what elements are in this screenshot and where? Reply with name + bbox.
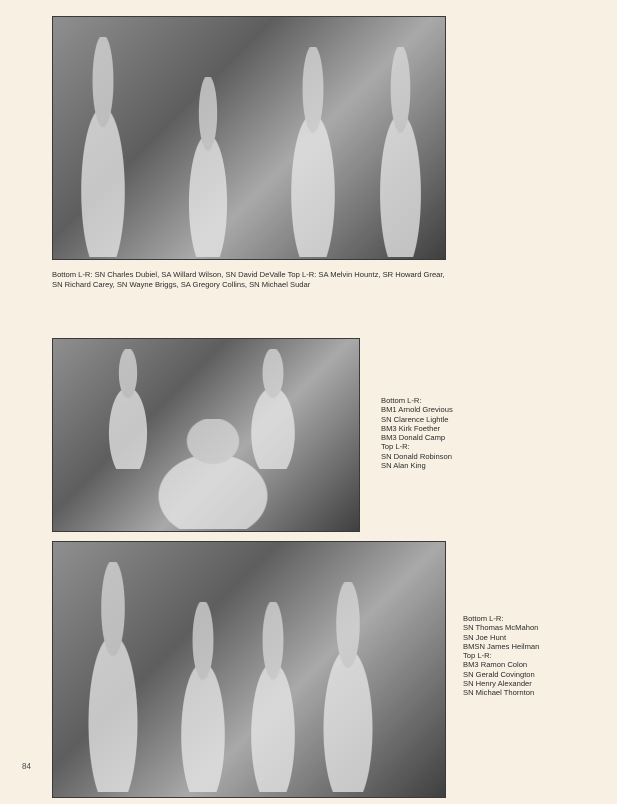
caption-line: SN Alan King xyxy=(381,461,426,471)
top-photo-caption xyxy=(52,270,452,289)
caption-line: BM3 Kirk Foether xyxy=(381,423,441,433)
caption-line: SN Michael Thornton xyxy=(463,688,535,698)
middle-group-photo xyxy=(52,338,360,532)
middle-photo-caption xyxy=(381,396,453,470)
caption-line: SN Donald Robinson xyxy=(381,451,452,461)
bottom-photo-caption xyxy=(463,614,539,698)
caption-line: BM1 Arnold Grevious xyxy=(381,405,453,415)
caption-line: Bottom L-R: xyxy=(381,396,422,405)
bottom-group-photo xyxy=(52,541,446,798)
caption-line: SN Gerald Covington xyxy=(463,669,535,679)
caption-line: Top L-R: xyxy=(381,442,410,452)
top-caption-text: Bottom L-R: SN Charles Dubiel, SA Willard Wilson, SN David DeValle Top L-R: SA Melvin Hountz, SR Howard Grear, SN Richard Carey, SN Wayne Briggs, SA Gregory Collins, SN Michael Sudar xyxy=(52,270,445,289)
caption-line: Top L-R: xyxy=(463,651,492,661)
caption-line: SN Joe Hunt xyxy=(463,632,507,642)
caption-line: Bottom L-R: xyxy=(463,614,504,623)
caption-line: SN Thomas McMahon xyxy=(463,623,539,633)
caption-line: SN Henry Alexander xyxy=(463,679,532,689)
caption-line: SN Clarence Lightle xyxy=(381,414,449,424)
caption-line: BMSN James Heilman xyxy=(463,641,540,651)
caption-line: BM3 Ramon Colon xyxy=(463,660,528,670)
caption-line: BM3 Donald Camp xyxy=(381,433,446,443)
top-group-photo xyxy=(52,16,446,260)
page-number: 84 xyxy=(22,762,31,771)
